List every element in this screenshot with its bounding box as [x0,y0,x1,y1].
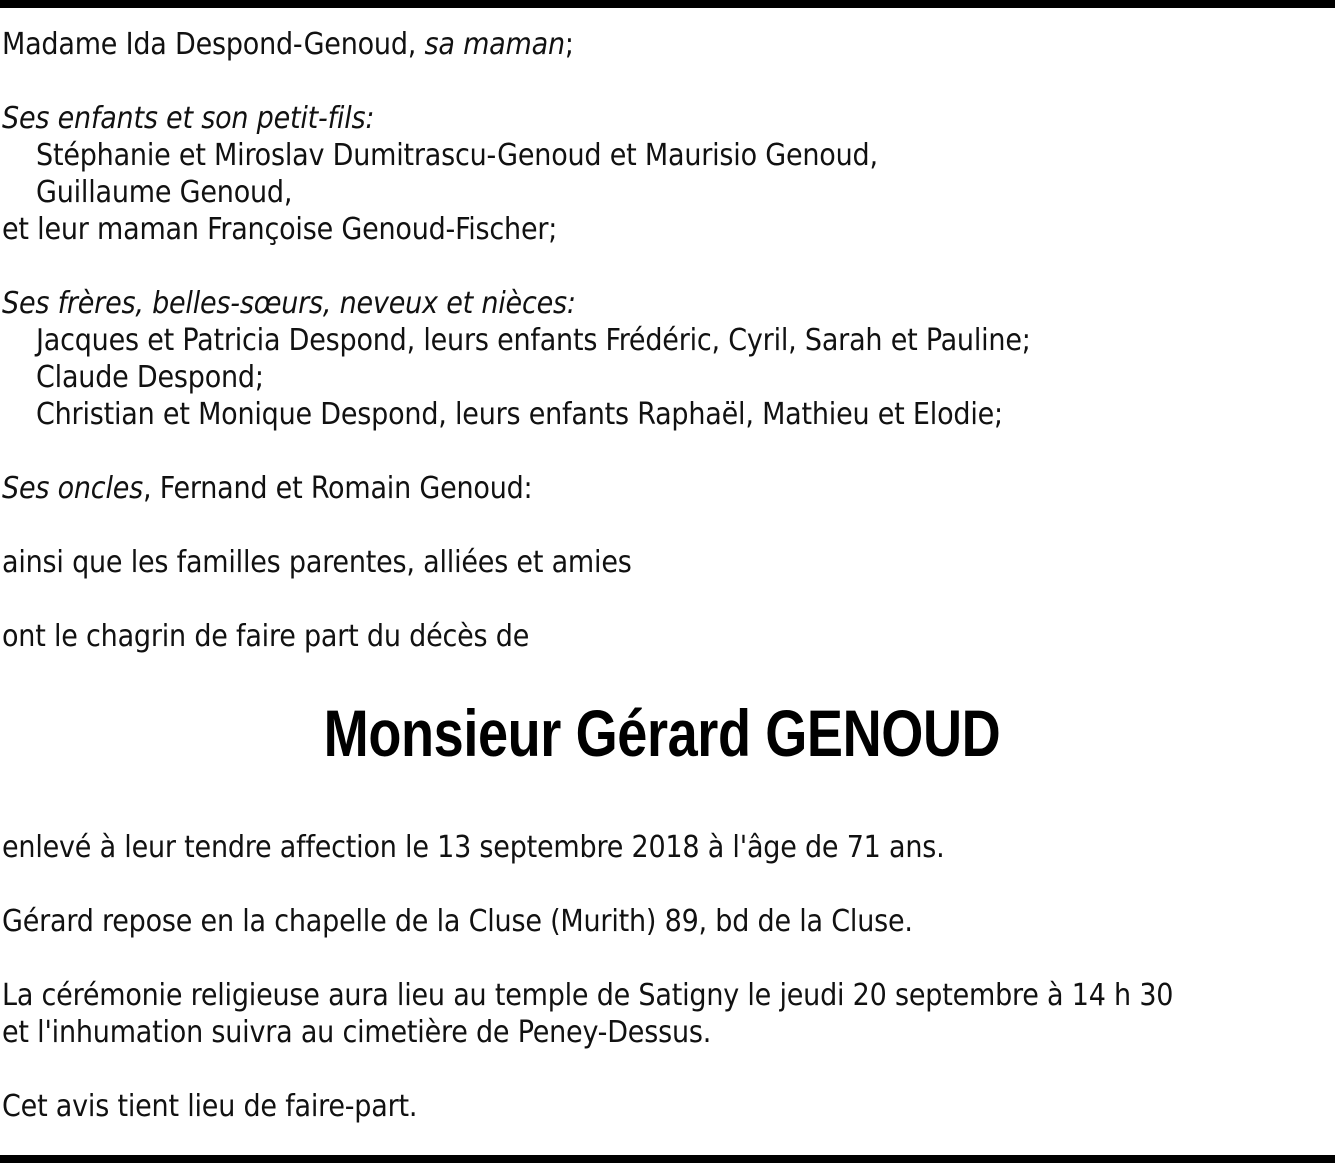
announce-line: ont le chagrin de faire part du décès de [2,619,530,654]
deceased-block [2,655,1322,829]
ceremony-line-2: et l'inhumation suivra au cimetière de Peney-Dessus. [2,1015,712,1050]
spacer [2,866,1322,903]
families-line: ainsi que les familles parentes, alliées et amies [2,545,632,580]
spacer [2,940,1322,977]
notice-line: Cet avis tient lieu de faire-part. [2,1089,418,1124]
top-border-rule [0,0,1335,8]
siblings-heading: Ses frères, belles-sœurs, neveux et nièces: [2,286,576,321]
mother-tail: ; [564,27,574,62]
spacer [2,63,1322,100]
obituary-text [2,26,1322,1125]
mother-relation: sa maman [424,27,565,62]
bottom-border-rule [0,1155,1335,1163]
children-line-1: Stéphanie et Miroslav Dumitrascu-Genoud et Maurisio Genoud, [36,138,878,173]
deceased-name: Monsieur Gérard GENOUD [323,696,1001,770]
children-mother-line: et leur maman Françoise Genoud-Fischer; [2,212,558,247]
mother-line [2,26,1322,63]
ceremony-line-1: La cérémonie religieuse aura lieu au temple de Satigny le jeudi 20 septembre à 14 h 30 [2,978,1174,1013]
mother-name: Madame Ida Despond-Genoud, [2,27,425,62]
spacer [2,433,1322,470]
uncles-label: Ses oncles [2,471,144,506]
uncles-names: , Fernand et Romain Genoud: [143,471,533,506]
death-line: enlevé à leur tendre affection le 13 septembre 2018 à l'âge de 71 ans. [2,830,945,865]
siblings-line-3: Christian et Monique Despond, leurs enfants Raphaël, Mathieu et Elodie; [36,397,1003,432]
rest-line: Gérard repose en la chapelle de la Cluse (Murith) 89, bd de la Cluse. [2,904,913,939]
children-line-2: Guillaume Genoud, [36,175,293,210]
spacer [2,507,1322,544]
uncles-line [2,470,1322,507]
spacer [2,248,1322,285]
siblings-line-2: Claude Despond; [36,360,264,395]
siblings-line-1: Jacques et Patricia Despond, leurs enfants Frédéric, Cyril, Sarah et Pauline; [36,323,1031,358]
spacer [2,1051,1322,1088]
children-heading: Ses enfants et son petit-fils: [2,101,375,136]
spacer [2,581,1322,618]
